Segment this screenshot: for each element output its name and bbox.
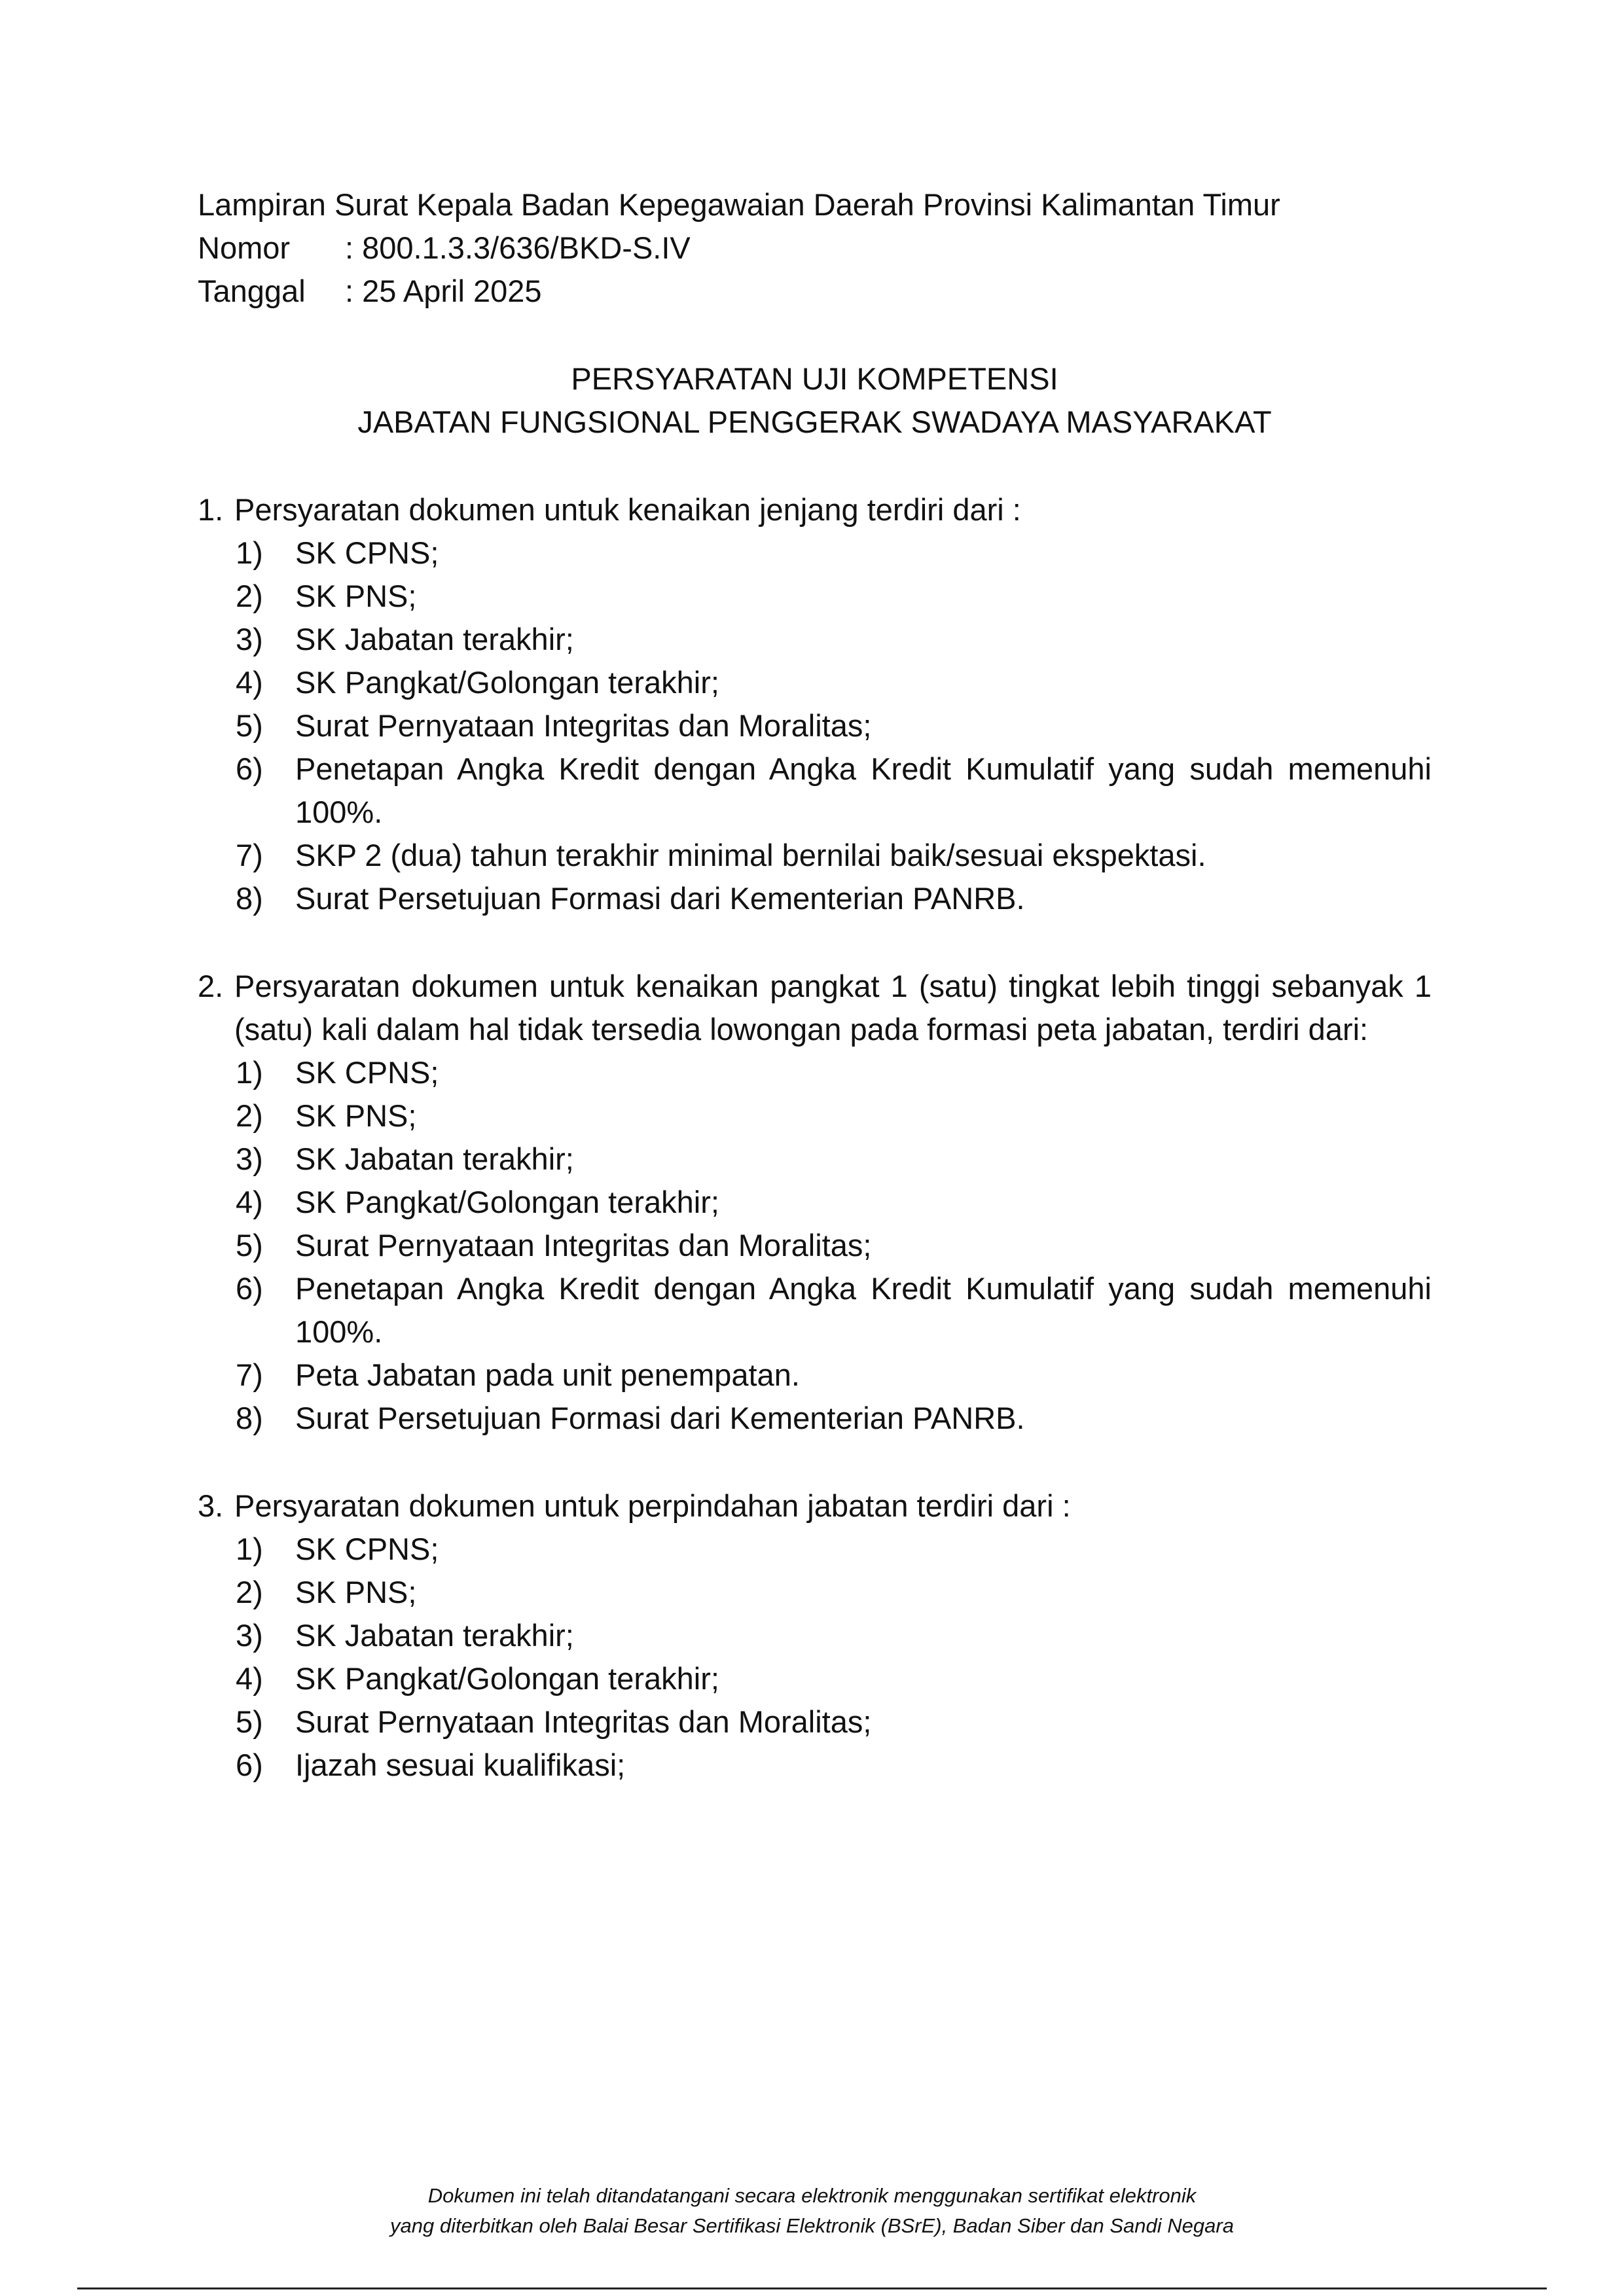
- item-text: SK Jabatan terakhir;: [295, 622, 574, 656]
- list-item: [198, 1354, 1432, 1397]
- section-heading: [198, 1484, 1432, 1528]
- section-title: Persyaratan dokumen untuk kenaikan jenjang terdiri dari :: [234, 492, 1021, 527]
- item-text: SK Jabatan terakhir;: [295, 1141, 574, 1176]
- item-text: Penetapan Angka Kredit dengan Angka Kredit Kumulatif yang sudah memenuhi 100%.: [295, 1271, 1432, 1349]
- attachment-text: Lampiran Surat Kepala Badan Kepegawaian Daerah Provinsi Kalimantan Timur: [198, 187, 1280, 222]
- list-item: [198, 531, 1432, 575]
- item-text: Surat Persetujuan Formasi dari Kementerian PANRB.: [295, 1401, 1025, 1435]
- item-text: SK Pangkat/Golongan terakhir;: [295, 1185, 719, 1219]
- item-number: 2): [236, 1098, 263, 1133]
- electronic-signature-notice: [0, 2181, 1624, 2241]
- title-line-1: PERSYARATAN UJI KOMPETENSI: [571, 361, 1058, 396]
- tanggal-label: Tanggal: [198, 274, 306, 308]
- item-number: 1): [236, 1055, 263, 1090]
- item-text: Penetapan Angka Kredit dengan Angka Kredit Kumulatif yang sudah memenuhi 100%.: [295, 751, 1432, 829]
- item-number: 4): [236, 1661, 263, 1696]
- list-item: [198, 1571, 1432, 1614]
- list-item: [198, 618, 1432, 661]
- tanggal-line: [198, 270, 1432, 313]
- item-text: SK Pangkat/Golongan terakhir;: [295, 665, 719, 700]
- item-text: Surat Pernyataan Integritas dan Moralitas;: [295, 1228, 872, 1263]
- requirement-section-1: [198, 488, 1432, 920]
- item-number: 6): [236, 1271, 263, 1306]
- item-number: 1): [236, 1532, 263, 1566]
- requirement-list: [198, 1051, 1432, 1440]
- item-text: Surat Pernyataan Integritas dan Moralitas;: [295, 1704, 872, 1739]
- section-title: Persyaratan dokumen untuk kenaikan pangkat 1 (satu) tingkat lebih tinggi sebanyak 1 (satu) kali dalam hal tidak tersedia lowongan pada formasi peta jabatan, terdiri dari:: [234, 969, 1432, 1047]
- item-text: SK PNS;: [295, 579, 417, 613]
- section-number: 3.: [198, 1488, 224, 1523]
- nomor-label: Nomor: [198, 230, 291, 265]
- item-text: SK Pangkat/Golongan terakhir;: [295, 1661, 719, 1696]
- list-item: [198, 1397, 1432, 1440]
- footer-line-1: Dokumen ini telah ditandatangani secara elektronik menggunakan sertifikat elektronik: [427, 2184, 1197, 2207]
- item-text: SK CPNS;: [295, 535, 439, 570]
- list-item: [198, 1224, 1432, 1267]
- nomor-value: : 800.1.3.3/636/BKD-S.IV: [345, 230, 691, 265]
- attachment-line: [198, 183, 1432, 226]
- letter-header: [198, 183, 1432, 313]
- item-number: 3): [236, 1141, 263, 1176]
- section-title: Persyaratan dokumen untuk perpindahan jabatan terdiri dari :: [234, 1488, 1071, 1523]
- item-number: 5): [236, 708, 263, 743]
- list-item: [198, 1528, 1432, 1571]
- section-number: 1.: [198, 492, 224, 527]
- item-text: SK CPNS;: [295, 1532, 439, 1566]
- list-item: [198, 1051, 1432, 1094]
- item-number: 3): [236, 622, 263, 656]
- nomor-line: [198, 226, 1432, 270]
- list-item: [198, 1614, 1432, 1657]
- item-number: 8): [236, 1401, 263, 1435]
- item-number: 7): [236, 838, 263, 872]
- list-item: [198, 1657, 1432, 1700]
- item-text: SK PNS;: [295, 1575, 417, 1609]
- list-item: [198, 1138, 1432, 1181]
- item-text: Peta Jabatan pada unit penempatan.: [295, 1357, 800, 1392]
- document-body: [198, 183, 1432, 1787]
- item-number: 6): [236, 751, 263, 786]
- list-item: [198, 661, 1432, 704]
- requirement-list: [198, 1528, 1432, 1787]
- document-title: [198, 357, 1432, 444]
- list-item: [198, 1094, 1432, 1138]
- item-text: Surat Pernyataan Integritas dan Moralitas;: [295, 708, 872, 743]
- list-item: [198, 834, 1432, 877]
- item-number: 3): [236, 1618, 263, 1653]
- list-item: [198, 704, 1432, 747]
- list-item: [198, 575, 1432, 618]
- section-heading: [198, 488, 1432, 531]
- item-number: 2): [236, 1575, 263, 1609]
- requirement-list: [198, 531, 1432, 920]
- item-number: 4): [236, 1185, 263, 1219]
- list-item: [198, 747, 1432, 834]
- list-item: [198, 1181, 1432, 1224]
- list-item: [198, 1744, 1432, 1787]
- list-item: [198, 1267, 1432, 1354]
- list-item: [198, 1700, 1432, 1744]
- item-number: 2): [236, 579, 263, 613]
- requirement-section-3: [198, 1484, 1432, 1787]
- item-number: 1): [236, 535, 263, 570]
- footer-line-2: yang diterbitkan oleh Balai Besar Sertifikasi Elektronik (BSrE), Badan Siber dan Sandi Negara: [390, 2214, 1234, 2237]
- item-number: 7): [236, 1357, 263, 1392]
- item-number: 5): [236, 1704, 263, 1739]
- item-number: 6): [236, 1748, 263, 1782]
- item-text: SK Jabatan terakhir;: [295, 1618, 574, 1653]
- item-number: 5): [236, 1228, 263, 1263]
- item-number: 4): [236, 665, 263, 700]
- list-item: [198, 877, 1432, 920]
- tanggal-value: : 25 April 2025: [345, 274, 542, 308]
- item-text: SK CPNS;: [295, 1055, 439, 1090]
- item-text: SK PNS;: [295, 1098, 417, 1133]
- requirement-section-2: [198, 965, 1432, 1440]
- item-text: Surat Persetujuan Formasi dari Kementerian PANRB.: [295, 881, 1025, 916]
- item-text: Ijazah sesuai kualifikasi;: [295, 1748, 626, 1782]
- item-text: SKP 2 (dua) tahun terakhir minimal bernilai baik/sesuai ekspektasi.: [295, 838, 1206, 872]
- title-line-2: JABATAN FUNGSIONAL PENGGERAK SWADAYA MASYARAKAT: [357, 404, 1272, 439]
- item-number: 8): [236, 881, 263, 916]
- bottom-divider: [77, 2287, 1547, 2289]
- section-heading: [198, 965, 1432, 1051]
- section-number: 2.: [198, 969, 224, 1003]
